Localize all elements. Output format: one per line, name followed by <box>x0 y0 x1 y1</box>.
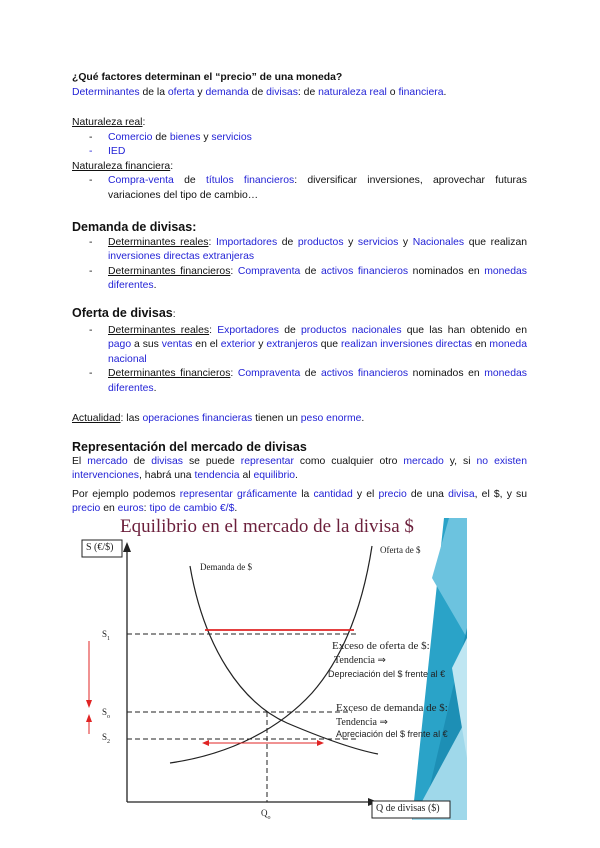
y-axis-label: S (€/$) <box>86 542 114 553</box>
text-fragment: Por ejemplo podemos <box>72 488 180 500</box>
text-fragment: Determinantes reales <box>108 324 210 336</box>
text-fragment: , habrá una <box>139 470 195 481</box>
highlighted-term: naturaleza real <box>318 86 387 98</box>
highlighted-term: equilibrio <box>253 470 296 481</box>
excess-demand-arrow-right <box>317 740 324 746</box>
text-fragment: : las <box>120 413 143 424</box>
highlighted-term: extranjeros <box>266 339 318 350</box>
text-fragment: : <box>142 117 146 128</box>
text-fragment: . <box>361 413 365 424</box>
highlighted-term: Compra-venta <box>108 175 174 186</box>
supply-label: Oferta de $ <box>380 545 421 555</box>
highlighted-term: mercado <box>87 455 128 467</box>
highlighted-term: Nacionales <box>412 236 465 248</box>
text-fragment: nominados en <box>408 265 485 277</box>
list-item: - IED <box>72 145 527 160</box>
highlighted-term: exterior <box>220 339 256 350</box>
text-fragment: a sus <box>131 339 162 350</box>
text-fragment: : <box>209 324 218 336</box>
text-fragment: o <box>267 814 271 820</box>
text-fragment: y <box>255 339 267 350</box>
text-fragment: El <box>72 455 88 467</box>
text-fragment: la <box>297 488 314 500</box>
highlighted-term: representar <box>240 455 294 467</box>
text-fragment: 1 <box>107 635 111 642</box>
text-fragment: de <box>152 131 170 143</box>
text-fragment: y, si <box>443 455 477 467</box>
highlighted-term: Comercio <box>108 131 153 143</box>
text-fragment: S <box>102 732 108 742</box>
highlighted-term: mercado <box>403 455 444 467</box>
list-item <box>72 174 527 203</box>
excess-supply-label: Exceso de oferta de $: <box>332 640 430 652</box>
highlighted-term: divisa <box>448 488 475 500</box>
supply-title <box>72 306 527 323</box>
section-supply <box>72 306 527 396</box>
list-item <box>72 131 527 146</box>
highlighted-term: servicios <box>211 131 252 143</box>
text-fragment: de <box>279 324 301 336</box>
text-fragment: : diversificar inversiones, aprovechar futuras variaciones del tipo de cambio… <box>108 175 527 201</box>
highlighted-term: moneda nacional <box>108 339 527 365</box>
highlighted-term: peso enorme <box>300 413 362 424</box>
highlighted-term: servicios <box>357 236 399 248</box>
text-fragment: o <box>107 713 111 720</box>
highlighted-term: representar gráficamente <box>179 488 298 500</box>
list-item <box>72 367 527 396</box>
demand-title: Demanda de divisas: <box>72 220 197 234</box>
text-fragment: que las han obtenido en <box>401 324 527 336</box>
question-heading: ¿Qué factores determinan el “precio” de una moneda? <box>72 72 343 83</box>
section-representation <box>72 440 527 517</box>
list-item <box>72 324 527 368</box>
highlighted-term: tipo de cambio €/$ <box>149 503 235 514</box>
text-fragment: de una <box>406 488 449 500</box>
highlighted-term: Exportadores <box>217 324 280 336</box>
s0-tick <box>102 707 110 720</box>
equilibrium-figure <box>72 518 467 820</box>
highlighted-term: no existen intervenciones <box>72 455 527 481</box>
text-fragment: . <box>443 86 447 98</box>
highlighted-term: oferta <box>167 86 195 98</box>
text-fragment: . <box>153 280 157 291</box>
text-fragment: de <box>127 455 152 467</box>
highlighted-term: títulos financieros <box>205 175 295 186</box>
depreciation-label: Depreciación del $ frente al € <box>328 669 446 679</box>
q0-tick <box>261 808 271 820</box>
text-fragment: : <box>230 265 238 277</box>
text-fragment: . <box>153 382 157 394</box>
text-fragment: Q <box>261 808 268 818</box>
x-axis-label: Q de divisas ($) <box>376 803 440 814</box>
highlighted-term: realizan inversiones directas <box>340 339 473 350</box>
s2-tick <box>102 732 110 745</box>
text-fragment: o <box>386 86 399 98</box>
text-fragment: S <box>102 707 108 717</box>
text-fragment: y <box>398 236 413 248</box>
text-fragment: de <box>300 368 321 379</box>
highlighted-term: pago <box>108 339 132 350</box>
text-fragment: : <box>170 160 174 172</box>
list-item <box>72 236 527 265</box>
highlighted-term: inversiones directas extranjeras <box>108 251 255 262</box>
financial-heading <box>72 160 527 175</box>
paragraph <box>72 455 527 484</box>
text-fragment: : de <box>297 86 319 98</box>
text-fragment: que <box>317 339 341 350</box>
text-fragment: : <box>230 368 238 379</box>
representation-title: Representación del mercado de divisas <box>72 440 307 454</box>
real-heading <box>72 116 527 131</box>
highlighted-term: precio <box>378 488 407 500</box>
paragraph <box>72 488 527 517</box>
text-fragment: de <box>277 236 298 248</box>
text-fragment: y <box>200 131 212 143</box>
highlighted-term: Importadores <box>215 236 278 248</box>
highlighted-term: financiera <box>398 86 444 98</box>
highlighted-term: operaciones financieras <box>142 413 253 424</box>
tendency-label: Tendencia ⇒ <box>336 717 388 728</box>
text-fragment: de <box>300 265 321 277</box>
y-axis-arrow <box>123 542 131 552</box>
text-fragment: Determinantes financieros <box>108 368 231 379</box>
highlighted-term: Compraventa <box>237 265 301 277</box>
text-fragment: Actualidad <box>72 413 121 424</box>
text-fragment: . <box>234 503 238 514</box>
text-fragment: Oferta de divisas <box>72 306 173 320</box>
text-fragment: se puede <box>182 455 241 467</box>
highlighted-term: precio <box>72 503 101 514</box>
text-fragment: 2 <box>107 738 111 745</box>
figure-title: Equilibrio en el mercado de la divisa $ <box>120 518 414 537</box>
appreciation-label: Apreciación del $ frente al € <box>336 729 448 739</box>
text-fragment: que realizan <box>464 236 527 248</box>
highlighted-term: cantidad <box>313 488 353 500</box>
text-fragment: Naturaleza real <box>72 117 143 128</box>
highlighted-term: activos financieros <box>320 265 409 277</box>
highlighted-term: Compraventa <box>237 368 301 379</box>
text-fragment: nominados en <box>408 368 485 379</box>
price-up-arrowhead <box>86 714 92 722</box>
text-fragment: Naturaleza financiera <box>72 160 171 172</box>
text-fragment: Determinantes reales <box>108 236 209 248</box>
current-note <box>72 412 527 427</box>
text-fragment: de <box>173 175 206 186</box>
highlighted-term: activos financieros <box>320 368 409 379</box>
highlighted-term: monedas diferentes <box>108 265 527 291</box>
text-fragment: tienen un <box>252 413 301 424</box>
highlighted-term: productos <box>297 236 344 248</box>
text-fragment: al <box>239 470 254 481</box>
text-fragment: de la <box>139 86 168 98</box>
text-fragment: Determinantes financieros <box>108 265 231 277</box>
highlighted-term: euros <box>117 503 144 514</box>
highlighted-term: monedas diferentes <box>108 368 527 394</box>
tendency-label: Tendencia ⇒ <box>334 655 386 666</box>
text-fragment: . <box>295 470 298 481</box>
highlighted-term: Determinantes <box>72 86 140 98</box>
section-factors <box>72 71 527 100</box>
text-fragment: como cualquier otro <box>293 455 404 467</box>
section-nature <box>72 116 527 203</box>
text-fragment: y <box>343 236 358 248</box>
excess-demand-label: Exceso de demanda de $: <box>336 702 448 714</box>
highlighted-term: productos nacionales <box>301 324 402 336</box>
text-fragment: de <box>248 86 267 98</box>
text-fragment: en <box>472 339 490 350</box>
text-fragment: en <box>100 503 118 514</box>
text-fragment: y el <box>352 488 379 500</box>
highlighted-term: divisas <box>151 455 183 467</box>
highlighted-term: tendencia <box>194 470 240 481</box>
text-fragment: y <box>194 86 206 98</box>
text-fragment: S <box>102 629 108 639</box>
text-fragment: , el $, y su <box>474 488 527 500</box>
highlighted-term: bienes <box>169 131 201 143</box>
highlighted-term: demanda <box>205 86 249 98</box>
factors-line <box>72 86 527 101</box>
text-fragment: en el <box>192 339 221 350</box>
list-item <box>72 265 527 294</box>
excess-demand-arrow-left <box>202 740 209 746</box>
section-demand <box>72 220 527 294</box>
price-down-arrowhead <box>86 700 92 708</box>
highlighted-term: ventas <box>161 339 193 350</box>
s1-tick <box>102 629 110 642</box>
highlighted-term: divisas <box>266 86 298 98</box>
text-fragment: : <box>143 503 150 514</box>
demand-label: Demanda de $ <box>200 562 252 572</box>
text-fragment: : <box>208 236 216 248</box>
text-fragment: : <box>172 309 176 320</box>
